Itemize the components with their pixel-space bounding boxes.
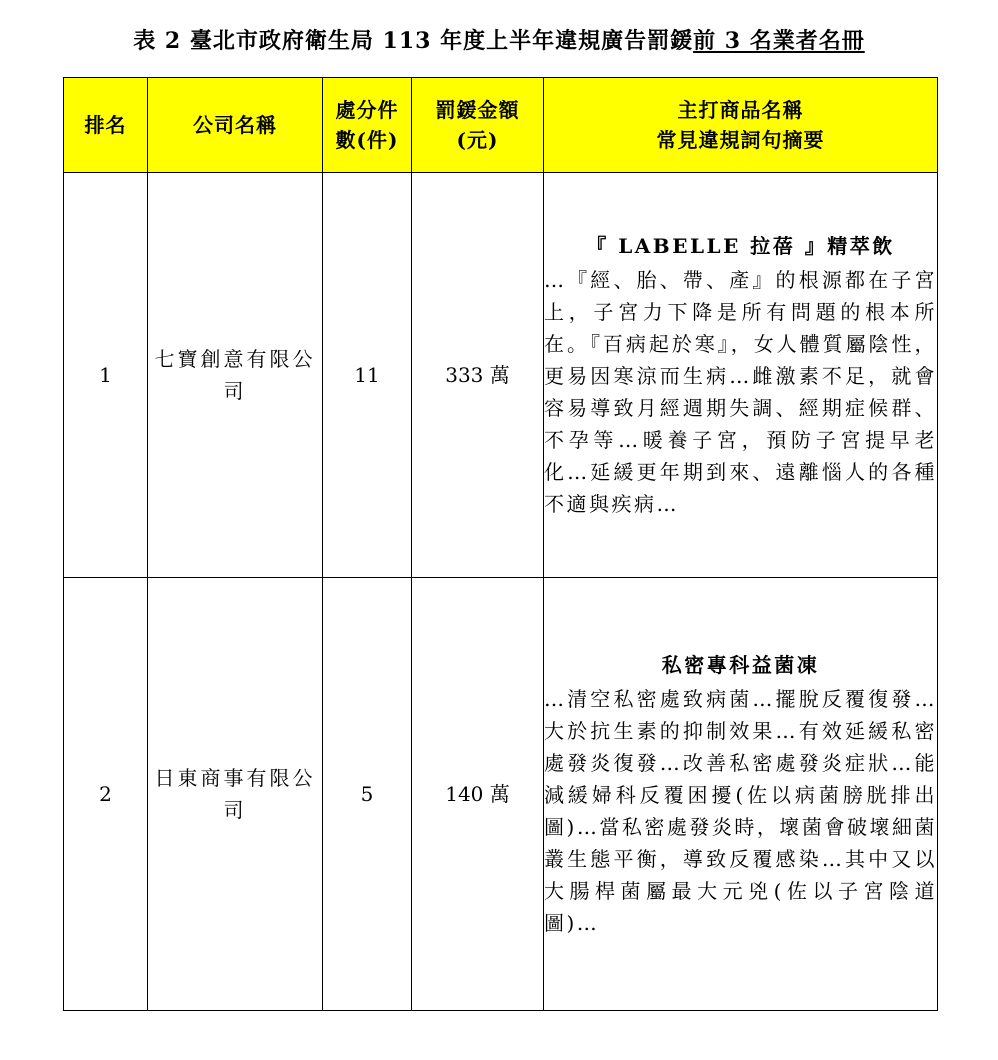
cell-fine: 140 萬 [412,578,544,1011]
product-name: 『 LABELLE 拉蓓 』精萃飲 [586,234,895,258]
header-summary [544,78,938,173]
cell-company: 七寶創意有限公司 [148,173,323,578]
header-summary-line1: 主打商品名稱 [677,98,804,122]
header-rank: 排名 [64,78,148,173]
cell-cases: 5 [323,578,412,1011]
cell-summary [544,173,938,578]
cell-fine: 333 萬 [412,173,544,578]
header-cases [323,78,412,173]
fines-table [63,77,938,1011]
product-name: 私密專科益菌凍 [661,653,820,677]
title-underlined: 前 3 名業者名冊 [693,28,865,54]
cell-rank: 2 [64,578,148,1011]
title-prefix: 表 2 臺北市政府衛生局 113 年度上半年違規廣告罰鍰 [133,28,694,54]
violation-summary: …『經、胎、帶、產』的根源都在子宮上，子宮力下降是所有問題的根本所在。『百病起於寒』，女人體質屬陰性，更易因寒涼而生病…雌激素不足，就會容易導致月經週期失調、經期症候群、不孕等…暖養子宮，預防子宮提早老化…延緩更年期到來、遠離惱人的各種不適與疾病… [544,268,937,516]
cell-cases: 11 [323,173,412,578]
cell-company: 日東商事有限公司 [148,578,323,1011]
header-fine [412,78,544,173]
header-company: 公司名稱 [148,78,323,173]
header-summary-line2: 常見違規詞句摘要 [656,128,825,152]
header-cases-text: 處分件數(件) [335,98,399,152]
cell-rank: 1 [64,173,148,578]
header-fine-text: 罰鍰金額(元) [435,98,520,152]
cell-summary [544,578,938,1011]
document-title [0,24,998,55]
table-header-row [64,78,938,173]
violation-summary: …清空私密處致病菌…擺脫反覆復發…大於抗生素的抑制效果…有效延緩私密處發炎復發…改善私密處發炎症狀…能減緩婦科反覆困擾(佐以病菌膀胱排出圖)…當私密處發炎時，壞菌會破壞細菌叢生態平衡，導致反覆感染…其中又以大腸桿菌屬最大元兇(佐以子宮陰道圖)… [544,687,937,935]
table-row [64,578,938,1011]
table-row [64,173,938,578]
